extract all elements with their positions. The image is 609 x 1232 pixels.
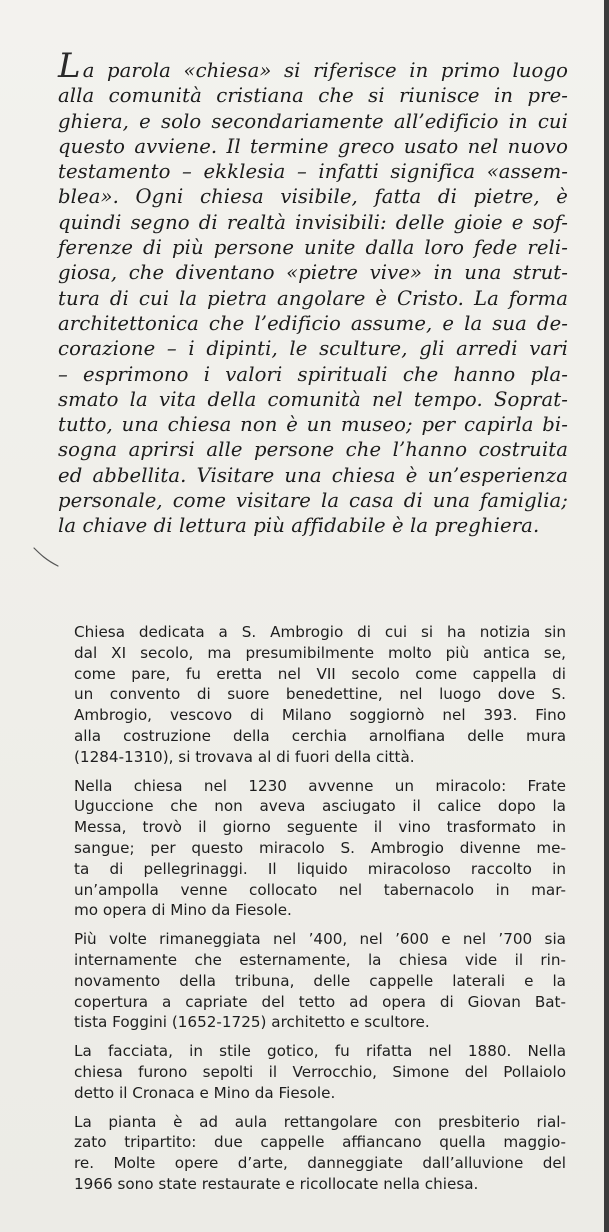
intro-line: tutto, una chiesa non è un museo; per capirla bi- xyxy=(58,413,568,437)
paragraph-line: Messa, trovò il giorno seguente il vino trasformato in xyxy=(74,818,566,837)
paragraph-line: detto il Cronaca e Mino da Fiesole. xyxy=(74,1083,336,1102)
paragraph-line: Nella chiesa nel 1230 avvenne un miracolo: Frate xyxy=(74,776,566,795)
intro-line: quindi segno di realtà invisibili: delle gioie e sof- xyxy=(58,210,568,234)
intro-line: architettonica che l’edificio assume, e la sua de- xyxy=(58,311,568,335)
paragraph-line: tista Foggini (1652-1725) architetto e scultore. xyxy=(74,1013,430,1032)
paragraph-line: Più volte rimaneggiata nel ’400, nel ’600 e nel ’700 sia xyxy=(74,930,566,949)
intro-line: testamento – ekklesia – infatti significa «assem- xyxy=(58,160,568,184)
intro-line: blea». Ogni chiesa visibile, fatta di pietre, è xyxy=(58,185,568,209)
intro-line: personale, come visitare la casa di una famiglia; xyxy=(58,489,568,513)
paragraph-line: ta di pellegrinaggi. Il liquido miracoloso raccolto in xyxy=(74,859,566,878)
intro-line: sogna aprirsi alle persone che l’hanno costruita xyxy=(58,438,568,462)
paragraph-line: Uguccione che non aveva asciugato il calice dopo la xyxy=(74,797,566,816)
paragraph-line: internamente che esternamente, la chiesa vide il rin- xyxy=(74,950,566,969)
paragraph-line: re. Molte opere d’arte, danneggiate dall’alluvione del xyxy=(74,1154,566,1173)
intro-line: tura di cui la pietra angolare è Cristo. La forma xyxy=(58,286,568,310)
intro-line: smato la vita della comunità nel tempo. Soprat- xyxy=(58,387,568,411)
intro-line: questo avviene. Il termine greco usato nel nuovo xyxy=(58,134,568,158)
paragraph-line: sangue; per questo miracolo S. Ambrogio divenne me- xyxy=(74,838,566,857)
paragraph-line: La facciata, in stile gotico, fu rifatta nel 1880. Nella xyxy=(74,1042,566,1061)
intro-line: La parola «chiesa» si riferisce in primo luogo xyxy=(58,46,568,86)
intro-line: ed abbellita. Visitare una chiesa è un’esperienza xyxy=(58,463,568,487)
body-paragraph xyxy=(74,776,566,922)
paragraph-line: (1284-1310), si trovava al di fuori della città. xyxy=(74,747,415,766)
paragraph-line: un’ampolla venne collocato nel tabernacolo in mar- xyxy=(74,880,566,899)
paragraph-line: novamento della tribuna, delle cappelle laterali e la xyxy=(74,971,566,990)
drop-cap-letter: L xyxy=(58,46,81,86)
body-paragraph xyxy=(74,1041,566,1103)
paragraph-line: Ambrogio, vescovo di Milano soggiornò nel 393. Fino xyxy=(74,706,566,725)
body-paragraph xyxy=(74,929,566,1033)
paragraph-line: Chiesa dedicata a S. Ambrogio di cui si ha notizia sin xyxy=(74,623,566,641)
intro-line: alla comunità cristiana che si riunisce in pre- xyxy=(58,84,568,108)
intro-line: la chiave di lettura più affidabile è la preghiera. xyxy=(58,514,540,538)
paragraph-line: La pianta è ad aula rettangolare con presbiterio rial- xyxy=(74,1112,566,1131)
paragraph-line: zato tripartito: due cappelle affiancano quella maggio- xyxy=(74,1133,566,1152)
intro-line: – esprimono i valori spirituali che hanno pla- xyxy=(58,362,568,386)
paragraph-line: chiesa furono sepolti il Verrocchio, Simone del Pollaiolo xyxy=(74,1062,566,1081)
flourish-ornament xyxy=(32,546,62,568)
paragraph-line: alla costruzione della cerchia arnolfiana delle mura xyxy=(74,726,566,745)
body-paragraph xyxy=(74,622,566,768)
intro-line: corazione – i dipinti, le sculture, gli arredi vari xyxy=(58,337,568,361)
intro-line: ghiera, e solo secondariamente all’edificio in cui xyxy=(58,109,568,133)
paragraph-line: mo opera di Mino da Fiesole. xyxy=(74,901,292,920)
intro-paragraph xyxy=(58,46,568,539)
paragraph-line: dal XI secolo, ma presumibilmente molto più antica se, xyxy=(74,643,566,662)
paragraph-line: 1966 sono state restaurate e ricollocate nella chiesa. xyxy=(74,1174,479,1193)
intro-line: ferenze di più persone unite dalla loro fede reli- xyxy=(58,236,568,260)
paragraph-line: copertura a capriate del tetto ad opera di Giovan Bat- xyxy=(74,992,566,1011)
paragraph-line: un convento di suore benedettine, nel luogo dove S. xyxy=(74,685,566,704)
body-paragraph xyxy=(74,1112,566,1195)
description-text xyxy=(74,622,566,1203)
intro-line: giosa, che diventano «pietre vive» in una strut- xyxy=(58,261,568,285)
paragraph-line: come pare, fu eretta nel VII secolo come cappella di xyxy=(74,664,566,683)
